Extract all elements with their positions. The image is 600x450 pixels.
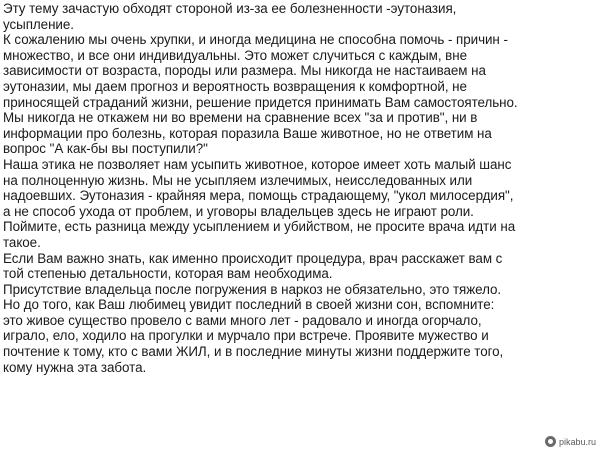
text-line: такое. xyxy=(3,234,41,250)
watermark-text: pikabu.ru xyxy=(558,436,596,447)
text-line: Эту тему зачастую обходят стороной из-за ее болезненности -эутоназия, xyxy=(3,1,457,16)
text-line: играло, ело, ходило на прогулки и мурчало при встрече. Проявите мужество и xyxy=(3,328,489,344)
text-line: Но до того, как Ваш любимец увидит последний в своей жизни сон, вспомните: xyxy=(3,297,495,313)
text-line: Мы никогда не откажем ни во времени на сравнение всех "за и против", ни в xyxy=(3,110,478,126)
text-line: приносящей страданий жизни, решение придется принимать Вам самостоятельно. xyxy=(3,94,518,110)
text-line: надоевших. Эутоназия - крайняя мера, помощь страдающему, "укол милосердия", xyxy=(3,188,514,204)
text-line: информации про болезнь, которая поразила Ваше животное, но не ответим на xyxy=(3,125,492,141)
text-line: усыпление. xyxy=(3,16,74,32)
text-line: той степенью детальности, которая вам необходима. xyxy=(3,266,333,282)
text-line: К сожалению мы очень хрупки, и иногда медицина не способна помочь - причин - xyxy=(3,32,508,48)
text-line: Если Вам важно знать, как именно происходит процедура, врач расскажет вам с xyxy=(3,250,503,266)
text-line: зависимости от возраста, породы или размера. Мы никогда не настаиваем на xyxy=(3,63,486,79)
text-line: Присутствие владельца после погружения в наркоз не обязательно, это тяжело. xyxy=(3,281,502,297)
text-line: Поймите, есть разница между усыплением и убийством, не просите врача идти на xyxy=(3,219,516,235)
watermark xyxy=(545,436,596,447)
text-line: кому нужна эта забота. xyxy=(3,359,147,375)
pikabu-logo-icon xyxy=(545,436,556,447)
document-body xyxy=(3,1,597,375)
text-line: это живое существо провело с вами много лет - радовало и иногда огорчало, xyxy=(3,312,482,328)
text-line: Наша этика не позволяет нам усыпить животное, которое имеет хоть малый шанс xyxy=(3,156,512,172)
text-line: а не способ ухода от проблем, и уговоры владельцев здесь не играют роли. xyxy=(3,203,474,219)
text-line: множество, и все они индивидуальны. Это может случиться с каждым, вне xyxy=(3,47,467,63)
text-line: вопрос "А как-бы вы поступили?" xyxy=(3,141,208,157)
text-line: почтение к тому, кто с вами ЖИЛ, и в последние минуты жизни поддержите того, xyxy=(3,344,504,360)
text-line: на полноценную жизнь. Мы не усыпляем излечимых, неисследованных или xyxy=(3,172,473,188)
text-line: эутоназии, мы даем прогноз и вероятность возвращения к комфортной, не xyxy=(3,78,467,94)
